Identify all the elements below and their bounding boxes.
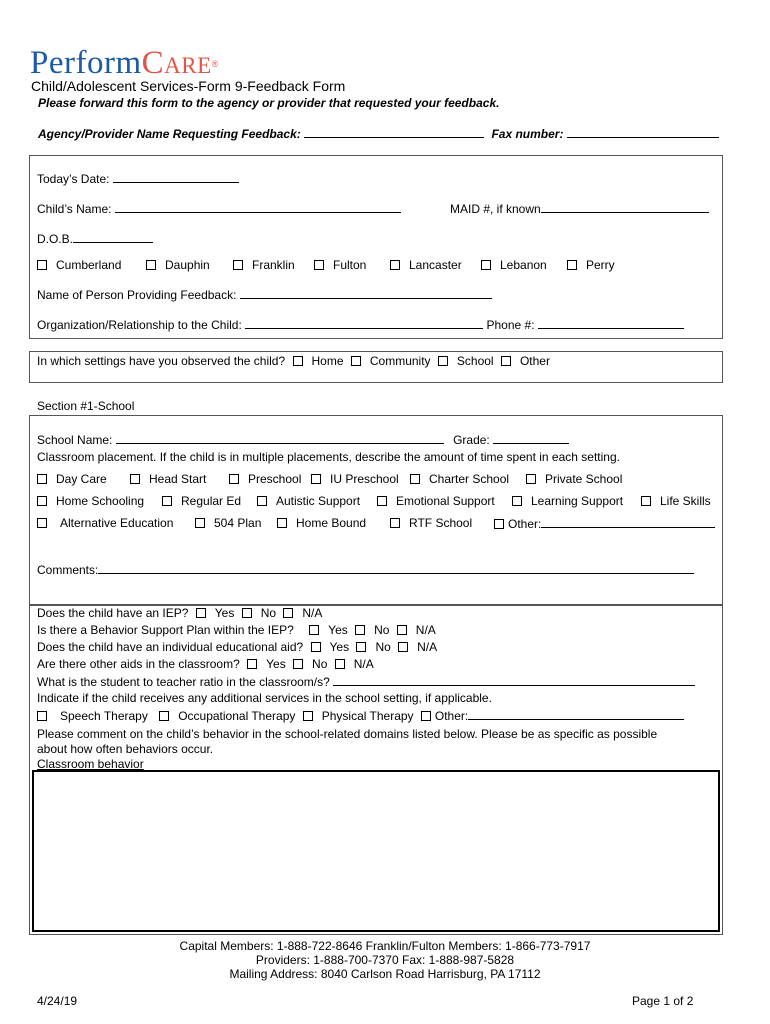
feedback-person-field[interactable] <box>240 287 492 299</box>
additional-services-label: Indicate if the child receives any additional services in the school setting, if applicable. <box>37 691 492 705</box>
checkbox-icon[interactable] <box>481 260 491 270</box>
placement-rtf-school[interactable]: RTF School <box>390 516 472 530</box>
checkbox-icon[interactable] <box>293 356 303 366</box>
organization-label: Organization/Relationship to the Child: <box>37 318 242 332</box>
form-instruction: Please forward this form to the agency or provider that requested your feedback. <box>38 96 500 110</box>
todays-date-label: Today’s Date: <box>37 172 110 186</box>
checkbox-icon[interactable] <box>283 608 293 618</box>
checkbox-icon[interactable] <box>355 625 365 635</box>
county-lancaster[interactable]: Lancaster <box>390 258 462 272</box>
fax-label: Fax number: <box>491 127 564 141</box>
checkbox-icon[interactable] <box>37 518 47 528</box>
iep-question: Does the child have an IEP? <box>37 606 189 620</box>
performcare-logo <box>30 44 219 81</box>
county-cumberland[interactable]: Cumberland <box>37 258 121 272</box>
placement-iu-preschool[interactable]: IU Preschool <box>311 472 399 486</box>
settings-row <box>37 354 550 368</box>
checkbox-icon[interactable] <box>397 625 407 635</box>
placement-alternative-education[interactable]: Alternative Education <box>37 516 173 530</box>
checkbox-icon[interactable] <box>37 474 47 484</box>
checkbox-icon[interactable] <box>410 474 420 484</box>
county-lebanon[interactable]: Lebanon <box>481 258 547 272</box>
checkbox-icon[interactable] <box>37 496 47 506</box>
school-name-label: School Name: <box>37 433 113 447</box>
checkbox-icon[interactable] <box>494 519 504 529</box>
placement-autistic-support[interactable]: Autistic Support <box>257 494 360 508</box>
logo-text-care: Care <box>141 45 212 81</box>
checkbox-icon[interactable] <box>277 518 287 528</box>
grade-field[interactable] <box>493 432 569 444</box>
childs-name-label: Child’s Name: <box>37 202 112 216</box>
childs-name-row <box>37 201 401 216</box>
checkbox-icon[interactable] <box>309 625 319 635</box>
placement-home-schooling[interactable]: Home Schooling <box>37 494 144 508</box>
checkbox-icon[interactable] <box>257 496 267 506</box>
agency-label: Agency/Provider Name Requesting Feedback: <box>38 127 301 141</box>
checkbox-icon[interactable] <box>567 260 577 270</box>
checkbox-icon[interactable] <box>195 518 205 528</box>
footer-mailing-address: Mailing Address: 8040 Carlson Road Harrisburg, PA 17112 <box>229 967 541 981</box>
checkbox-icon[interactable] <box>159 711 169 721</box>
checkbox-icon[interactable] <box>233 260 243 270</box>
checkbox-icon[interactable] <box>196 608 206 618</box>
services-row <box>37 708 684 723</box>
checkbox-icon[interactable] <box>512 496 522 506</box>
checkbox-icon[interactable] <box>242 608 252 618</box>
checkbox-icon[interactable] <box>390 518 400 528</box>
ratio-question: What is the student to teacher ratio in the classroom/s? <box>37 675 330 689</box>
checkbox-icon[interactable] <box>641 496 651 506</box>
dob-field[interactable] <box>73 231 153 243</box>
agency-row <box>38 126 719 141</box>
setting-community: Community <box>369 354 431 368</box>
county-fulton[interactable]: Fulton <box>314 258 366 272</box>
county-franklin[interactable]: Franklin <box>233 258 295 272</box>
placement-learning-support[interactable]: Learning Support <box>512 494 623 508</box>
maid-label: MAID #, if known <box>450 202 541 216</box>
school-name-field[interactable] <box>116 432 444 444</box>
section-title: Section #1-School <box>37 399 135 413</box>
organization-field[interactable] <box>245 317 483 329</box>
iep-question-row: Does the child have an IEP? Yes No N/A <box>37 606 323 620</box>
placement-regular-ed[interactable]: Regular Ed <box>162 494 241 508</box>
checkbox-icon[interactable] <box>37 260 47 270</box>
setting-school: School <box>456 354 494 368</box>
other-aids-question-row: Are there other aids in the classroom? Yes No N/A <box>37 657 374 671</box>
service-speech-therapy: Speech Therapy <box>60 709 148 723</box>
placement-home-bound[interactable]: Home Bound <box>277 516 366 530</box>
setting-home: Home <box>311 354 344 368</box>
service-other: Other: <box>434 709 469 723</box>
placement-charter-school[interactable]: Charter School <box>410 472 509 486</box>
checkbox-icon[interactable] <box>247 659 257 669</box>
grade-label: Grade: <box>453 433 490 447</box>
organization-row <box>37 317 684 332</box>
classroom-behavior-label: Classroom behavior <box>37 757 144 771</box>
ratio-field[interactable] <box>333 674 695 686</box>
checkbox-icon[interactable] <box>303 711 313 721</box>
todays-date-field[interactable] <box>113 171 239 183</box>
placement-instruction: Classroom placement. If the child is in multiple placements, describe the amount of time spent in each setting. <box>37 450 620 464</box>
maid-field[interactable] <box>541 201 709 213</box>
dob-row <box>37 231 153 246</box>
placement-504-plan[interactable]: 504 Plan <box>195 516 261 530</box>
placement-life-skills[interactable]: Life Skills <box>641 494 711 508</box>
checkbox-icon[interactable] <box>438 356 448 366</box>
aid-question: Does the child have an individual educational aid? <box>37 640 304 654</box>
checkbox-icon[interactable] <box>377 496 387 506</box>
checkbox-icon[interactable] <box>229 474 239 484</box>
checkbox-icon[interactable] <box>501 356 511 366</box>
behavior-instruction-1: Please comment on the child’s behavior in the school-related domains listed below. Please be as specific as possible <box>37 727 658 741</box>
bsp-question: Is there a Behavior Support Plan within the IEP? <box>37 623 294 637</box>
checkbox-icon[interactable] <box>398 642 408 652</box>
maid-row <box>450 201 709 216</box>
feedback-person-label: Name of Person Providing Feedback: <box>37 288 237 302</box>
feedback-person-row <box>37 287 492 302</box>
childs-name-field[interactable] <box>115 201 401 213</box>
placement-preschool[interactable]: Preschool <box>229 472 301 486</box>
school-name-row <box>37 432 569 447</box>
checkbox-icon[interactable] <box>37 711 47 721</box>
bsp-question-row: Is there a Behavior Support Plan within the IEP? Yes No N/A <box>37 623 436 637</box>
setting-other: Other <box>519 354 550 368</box>
footer-date: 4/24/19 <box>37 994 78 1008</box>
agency-name-field[interactable] <box>304 126 484 138</box>
service-physical-therapy: Physical Therapy <box>321 709 414 723</box>
checkbox-icon[interactable] <box>526 474 536 484</box>
checkbox-icon[interactable] <box>293 659 303 669</box>
checkbox-icon[interactable] <box>130 474 140 484</box>
checkbox-icon[interactable] <box>335 659 345 669</box>
ratio-question-row <box>37 674 695 689</box>
registered-mark: ® <box>211 59 219 69</box>
aid-question-row: Does the child have an individual educational aid? Yes No N/A <box>37 640 438 654</box>
county-perry[interactable]: Perry <box>567 258 615 272</box>
fax-number-field[interactable] <box>567 126 719 138</box>
checkbox-icon[interactable] <box>311 642 321 652</box>
county-dauphin[interactable]: Dauphin <box>146 258 210 272</box>
logo-text-perform: Perform <box>30 45 142 81</box>
footer-contact-line-1: Capital Members: 1-888-722-8646 Franklin/Fulton Members: 1-866-773-7917 <box>179 939 591 953</box>
comments-row <box>37 562 694 577</box>
service-occupational-therapy: Occupational Therapy <box>178 709 296 723</box>
phone-label: Phone #: <box>486 318 535 332</box>
placement-private-school[interactable]: Private School <box>526 472 622 486</box>
checkbox-icon[interactable] <box>421 711 431 721</box>
placement-other-field[interactable] <box>541 516 715 528</box>
placement-day-care[interactable]: Day Care <box>37 472 107 486</box>
comments-label: Comments: <box>37 563 99 577</box>
behavior-instruction-2: about how often behaviors occur. <box>37 742 214 756</box>
comments-field[interactable] <box>98 562 694 574</box>
dob-label: D.O.B. <box>37 232 74 246</box>
form-title: Child/Adolescent Services-Form 9-Feedback Form <box>31 78 346 94</box>
other-aids-question: Are there other aids in the classroom? <box>37 657 240 671</box>
checkbox-icon[interactable] <box>351 356 361 366</box>
todays-date-row <box>37 171 239 186</box>
placement-head-start[interactable]: Head Start <box>130 472 206 486</box>
checkbox-icon[interactable] <box>162 496 172 506</box>
settings-question: In which settings have you observed the child? <box>37 354 286 368</box>
checkbox-icon[interactable] <box>390 260 400 270</box>
placement-emotional-support[interactable]: Emotional Support <box>377 494 495 508</box>
checkbox-icon[interactable] <box>314 260 324 270</box>
page-number: Page 1 of 2 <box>632 994 694 1008</box>
classroom-behavior-textarea[interactable] <box>32 770 720 932</box>
service-other-field[interactable] <box>468 708 684 720</box>
phone-field[interactable] <box>538 317 684 329</box>
checkbox-icon[interactable] <box>356 642 366 652</box>
footer-contact-line-2: Providers: 1-888-700-7370 Fax: 1-888-987-5828 <box>255 953 515 967</box>
checkbox-icon[interactable] <box>146 260 156 270</box>
checkbox-icon[interactable] <box>311 474 321 484</box>
placement-other[interactable]: Other: <box>494 516 715 531</box>
